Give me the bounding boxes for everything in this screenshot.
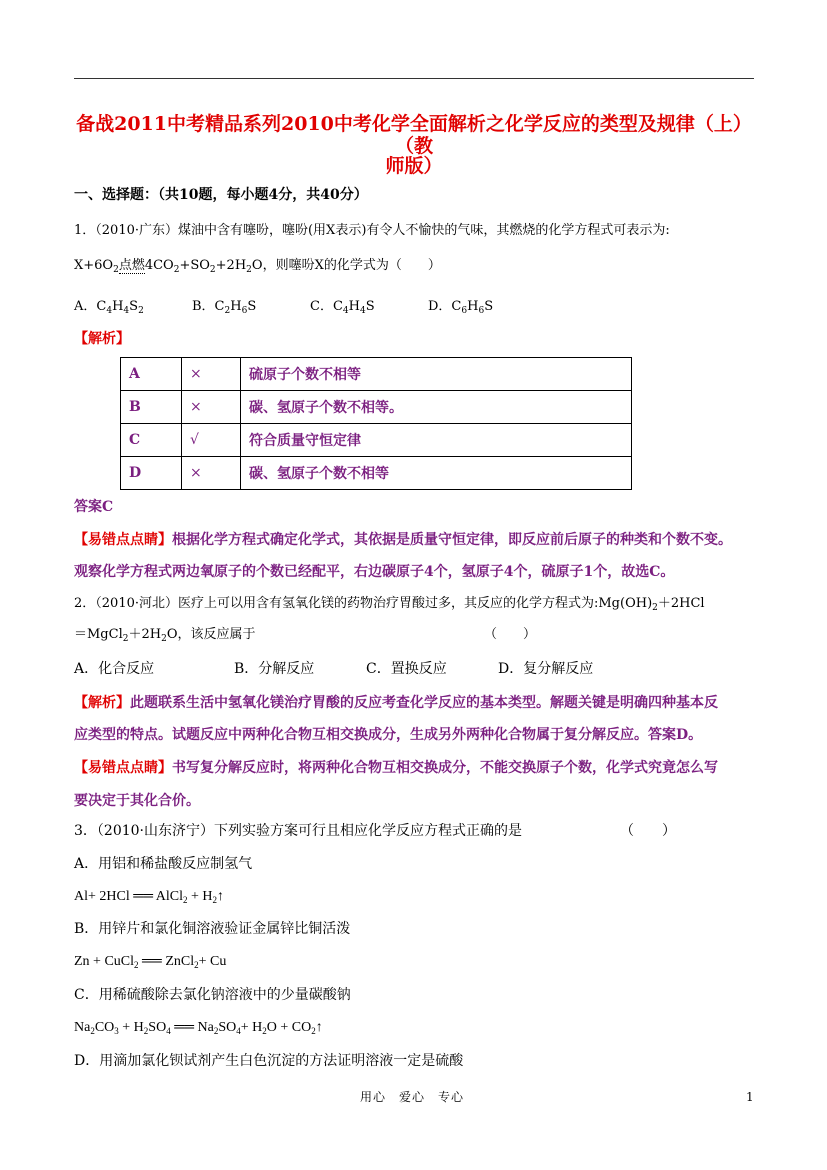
q3-option-c: C．用稀硫酸除去氯化钠溶液中的少量碳酸钠 bbox=[74, 987, 351, 1003]
q3-option-a-equation: Al+ 2HCl ══ AlCl$_2$ + $H_2↑$ bbox=[74, 889, 225, 905]
table-row: B × 碳、氢原子个数不相等。 bbox=[121, 391, 632, 424]
q3-option-a: A．用铝和稀盐酸反应制氢气 bbox=[74, 856, 253, 872]
page-title-cont: 师版） bbox=[385, 155, 443, 177]
section-header: 一、选择题：（共10题，每小题4分，共40分） bbox=[74, 187, 368, 203]
q1-tip-2: 观察化学方程式两边氧原子的个数已经配平，右边碳原子4个，氢原子4个，硫原子1个，故选C。 bbox=[74, 564, 675, 580]
q2-answer-paren: （ ） bbox=[484, 627, 537, 642]
page-title: 备战2011中考精品系列2010中考化学全面解析之化学反应的类型及规律（上）（教 bbox=[76, 113, 752, 157]
q3-text: 3．（2010·山东济宁）下列实验方案可行且相应化学反应方程式正确的是 bbox=[74, 823, 522, 839]
q3-option-c-equation: $Na_2CO_3 + H_2SO_4$ ══ $Na_2SO_4+ H_2O$ + $CO_2↑$ bbox=[74, 1020, 323, 1036]
q3-option-d: D．用滴加氯化钡试剂产生白色沉淀的方法证明溶液一定是硫酸 bbox=[74, 1053, 464, 1069]
q1-option-a: A．$C_4H_4S_2$ bbox=[74, 299, 144, 316]
q1-answer: 答案C bbox=[74, 499, 114, 515]
q2-option-a: A．化合反应 bbox=[74, 661, 155, 677]
q1-analysis-table bbox=[120, 357, 632, 490]
header-rule bbox=[74, 78, 754, 79]
q3-option-b-equation: Zn + CuCl$_2$ ══ ZnCl$_2$+ Cu bbox=[74, 954, 227, 970]
q2-option-c: C．置换反应 bbox=[366, 661, 447, 677]
q1-option-c: C．$C_4H_4S$ bbox=[310, 299, 375, 316]
q3-answer-paren: （ ） bbox=[620, 823, 676, 839]
q1-analysis-label: 【解析】 bbox=[74, 331, 130, 347]
q3-option-b: B．用锌片和氯化铜溶液验证金属锌比铜活泼 bbox=[74, 921, 351, 937]
q1-option-d: D．$C_6H_6S$ bbox=[428, 299, 494, 316]
q2-equation: $=MgCl_2+2H_2O$，该反应属于 bbox=[74, 627, 256, 644]
q2-tip-1: 【易错点点睛】书写复分解反应时，将两种化合物互相交换成分，不能交换原子个数，化学式究竟怎么写 bbox=[74, 760, 718, 776]
q2-analysis-1: 【解析】此题联系生活中氢氧化镁治疗胃酸的反应考查化学反应的基本类型。解题关键是明确四种基本反 bbox=[74, 695, 718, 711]
page-number: 1 bbox=[746, 1090, 754, 1104]
table-row: C √ 符合质量守恒定律 bbox=[121, 424, 632, 457]
q1-text: 1．（2010·广东）煤油中含有噻吩，噻吩(用X表示)有令人不愉快的气味，其燃烧的化学方程式可表示为: bbox=[74, 223, 670, 238]
q2-option-b: B．分解反应 bbox=[234, 661, 315, 677]
page-footer: 用心 爱心 专心 bbox=[360, 1090, 465, 1104]
q2-option-d: D．复分解反应 bbox=[498, 661, 594, 677]
q1-option-b: B．$C_2H_6S$ bbox=[192, 299, 257, 316]
q1-equation: $X+6O_2$点燃$4CO_2+SO_2+2H_2O$，则噻吩X的化学式为（ ） bbox=[74, 258, 441, 275]
q2-tip-2: 要决定于其化合价。 bbox=[74, 793, 200, 809]
q2-text: 2．（2010·河北）医疗上可以用含有氢氧化镁的药物治疗胃酸过多，其反应的化学方程式为$:Mg(OH)_2+2HCl$ bbox=[74, 596, 705, 613]
table-row: A × 硫原子个数不相等 bbox=[121, 358, 632, 391]
q2-options bbox=[74, 660, 593, 678]
q2-analysis-2: 应类型的特点。试题反应中两种化合物互相交换成分，生成另外两种化合物属于复分解反应。答案D。 bbox=[74, 727, 703, 743]
q1-options bbox=[74, 298, 493, 316]
q1-tip-1: 【易错点点睛】根据化学方程式确定化学式，其依据是质量守恒定律，即反应前后原子的种类和个数不变。 bbox=[74, 532, 732, 548]
table-row: D × 碳、氢原子个数不相等 bbox=[121, 457, 632, 490]
